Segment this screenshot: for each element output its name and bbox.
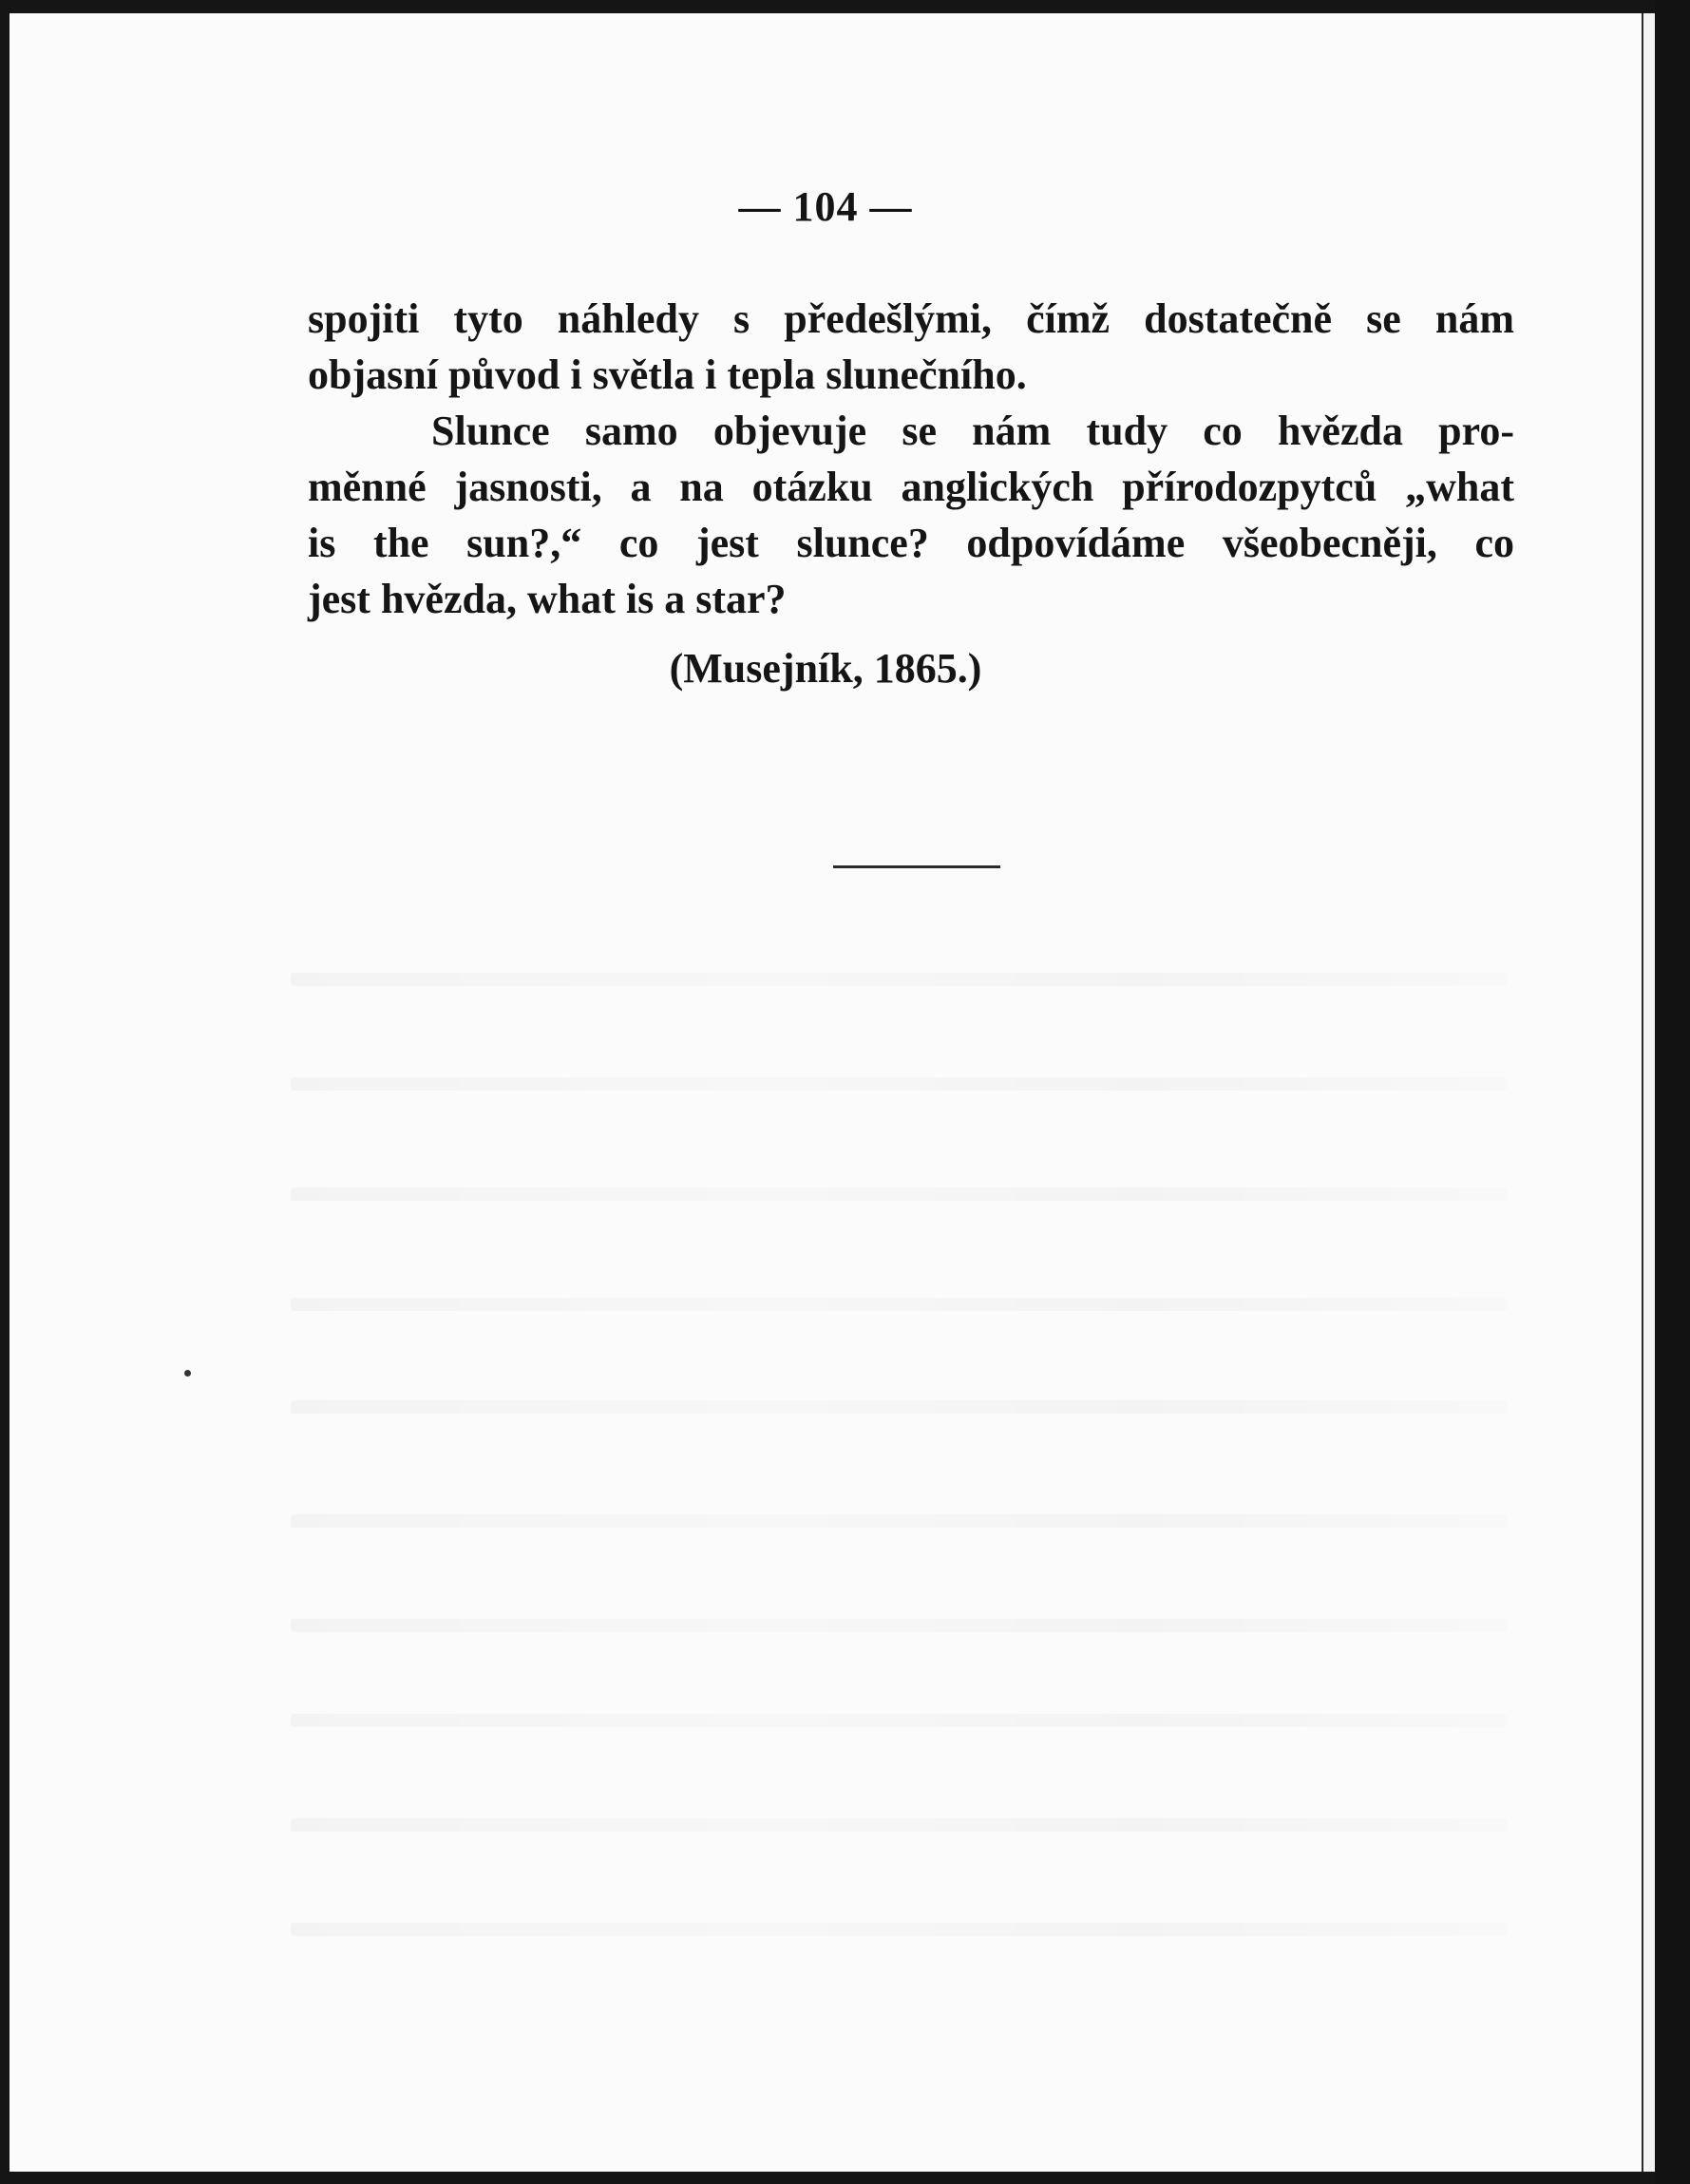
text-line-5: is the sun?,“ co jest slunce? odpovídáme všeobecněji, co xyxy=(308,520,1514,566)
paper-speck xyxy=(184,1370,191,1377)
body-text xyxy=(308,291,1514,627)
text-line-6: jest hvězda, what is a star? xyxy=(308,576,787,622)
book-page xyxy=(9,13,1642,2172)
text-line-3: Slunce samo objevuje se nám tudy co hvězda pro- xyxy=(431,408,1514,454)
text-line-4: měnné jasnosti, a na otázku anglických přírodozpytců „what xyxy=(308,464,1514,510)
citation: (Musejník, 1865.) xyxy=(669,645,982,692)
page-number: — 104 — xyxy=(738,183,913,230)
bleed-through-line xyxy=(291,973,1507,986)
bleed-through-line xyxy=(291,1400,1507,1414)
bleed-through-line xyxy=(291,1923,1507,1936)
section-divider xyxy=(833,865,1000,868)
bleed-through-line xyxy=(291,1619,1507,1632)
text-line-1: spojiti tyto náhledy s předešlými, čímž dostatečně se nám xyxy=(308,295,1514,342)
bleed-through-line xyxy=(291,1714,1507,1727)
bleed-through-line xyxy=(291,1514,1507,1528)
bleed-through-line xyxy=(291,1818,1507,1832)
scan-edge-shadow xyxy=(1655,0,1690,2184)
text-line-2: objasní původ i světla i tepla slunečního. xyxy=(308,351,1027,398)
bleed-through-line xyxy=(291,1077,1507,1091)
bleed-through-line xyxy=(291,1187,1507,1201)
bleed-through-line xyxy=(291,1298,1507,1311)
